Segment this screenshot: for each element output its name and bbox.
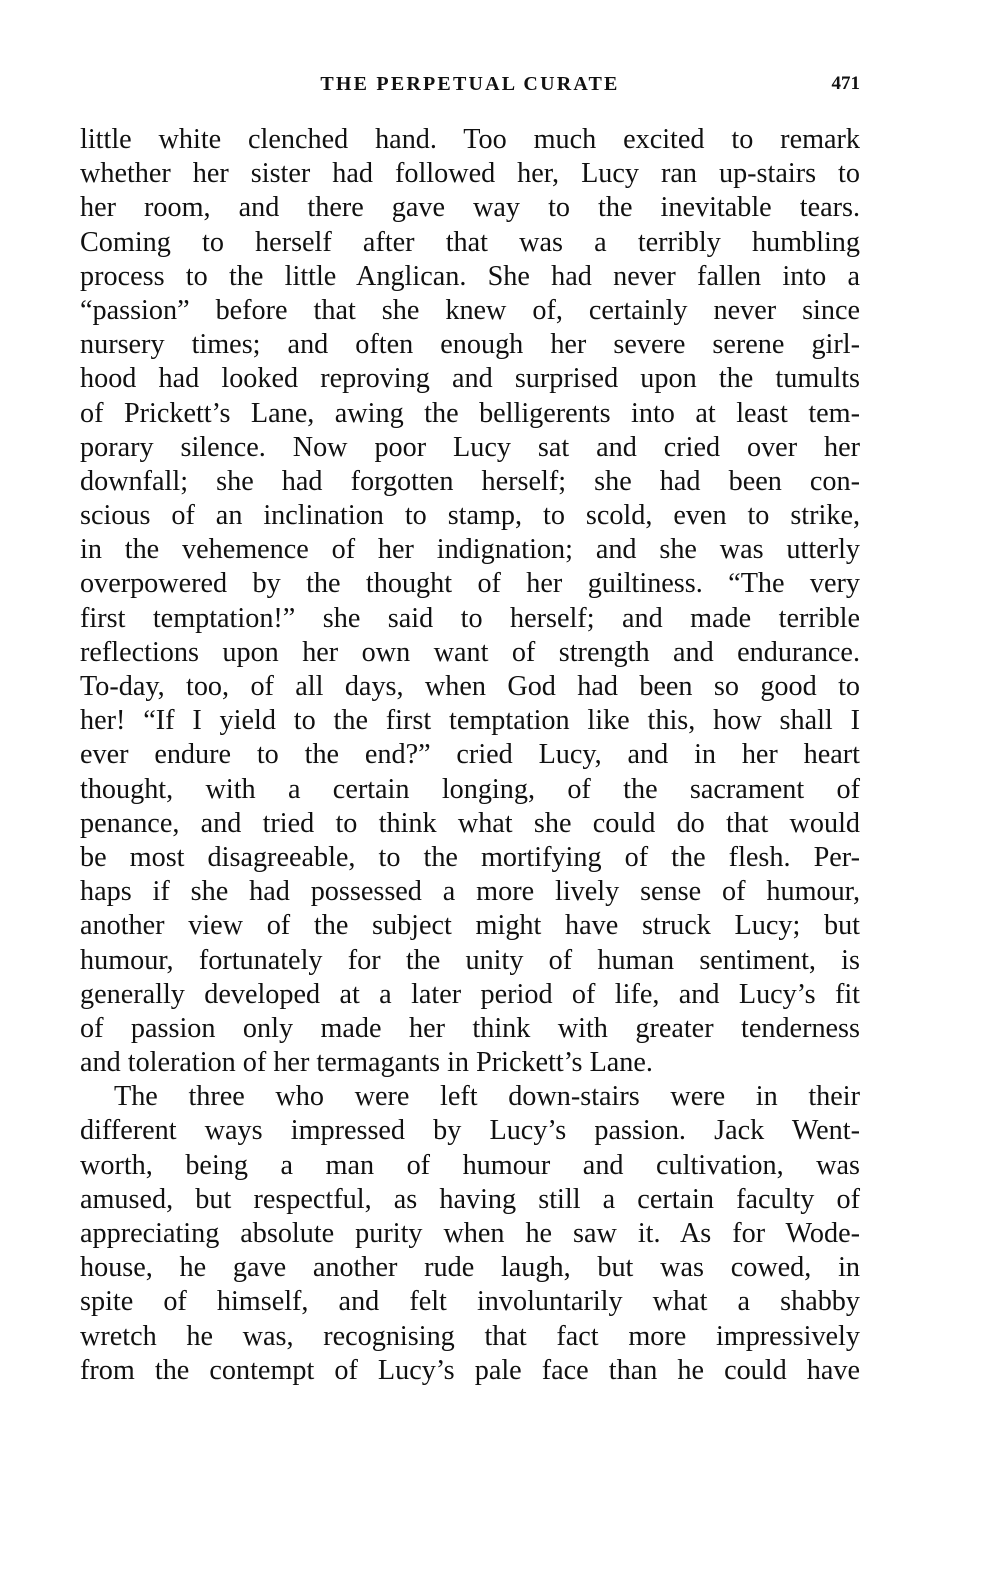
text-line: “passion” before that she knew of, certainly never since xyxy=(80,294,860,326)
text-line: humour, fortunately for the unity of human sentiment, is xyxy=(80,944,860,976)
text-line: another view of the subject might have struck Lucy; but xyxy=(80,910,860,942)
text-line: different ways impressed by Lucy’s passion. Jack Went- xyxy=(80,1115,860,1147)
text-line: downfall; she had forgotten herself; she had been con- xyxy=(80,465,860,497)
text-line: little white clenched hand. Too much excited to remark xyxy=(80,124,860,155)
text-line: of passion only made her think with greater tenderness xyxy=(80,1012,860,1044)
running-head xyxy=(80,68,860,100)
text-line: wretch he was, recognising that fact more impressively xyxy=(80,1320,860,1352)
text-line: first temptation!” she said to herself; and made terrible xyxy=(80,602,860,634)
text-line: ever endure to the end?” cried Lucy, and in her heart xyxy=(80,739,860,771)
text-line: overpowered by the thought of her guiltiness. “The very xyxy=(80,568,860,600)
paragraph-first-line: The three who were left down-stairs were in their xyxy=(114,1081,860,1113)
running-title: THE PERPETUAL CURATE xyxy=(320,73,620,95)
text-line: worth, being a man of humour and cultivation, was xyxy=(80,1149,860,1181)
text-line: spite of himself, and felt involuntarily what a shabby xyxy=(80,1286,860,1318)
text-line: Coming to herself after that was a terribly humbling xyxy=(80,226,860,258)
text-line: haps if she had possessed a more lively sense of humour, xyxy=(80,876,860,908)
text-line: her room, and there gave way to the inevitable tears. xyxy=(80,192,860,224)
text-line: process to the little Anglican. She had never fallen into a xyxy=(80,260,860,292)
page-number: 471 xyxy=(831,73,860,94)
text-line: be most disagreeable, to the mortifying of the flesh. Per- xyxy=(80,841,860,873)
text-line: amused, but respectful, as having still a certain faculty of xyxy=(80,1183,860,1215)
text-line: house, he gave another rude laugh, but was cowed, in xyxy=(80,1252,860,1284)
text-line: reflections upon her own want of strength and endurance. xyxy=(80,636,860,668)
text-line: appreciating absolute purity when he saw it. As for Wode- xyxy=(80,1218,860,1249)
text-line: whether her sister had followed her, Lucy ran up-stairs to xyxy=(80,158,860,190)
text-line: penance, and tried to think what she could do that would xyxy=(80,807,860,839)
text-line: scious of an inclination to stamp, to scold, even to strike, xyxy=(80,500,860,532)
paragraph-last-line: and toleration of her termagants in Prickett’s Lane. xyxy=(80,1047,653,1079)
text-line: from the contempt of Lucy’s pale face than he could have xyxy=(80,1354,860,1386)
body-text xyxy=(80,123,860,1388)
text-line: in the vehemence of her indignation; and she was utterly xyxy=(80,534,860,566)
text-line: generally developed at a later period of life, and Lucy’s fit xyxy=(80,978,860,1010)
text-line: her! “If I yield to the first temptation like this, how shall I xyxy=(80,705,860,737)
text-line: nursery times; and often enough her severe serene girl- xyxy=(80,329,860,361)
text-line: of Prickett’s Lane, awing the belligerents into at least tem- xyxy=(80,397,860,429)
text-line: To-day, too, of all days, when God had been so good to xyxy=(80,671,860,702)
text-line: thought, with a certain longing, of the sacrament of xyxy=(80,773,860,805)
text-line: hood had looked reproving and surprised upon the tumults xyxy=(80,363,860,395)
text-line: porary silence. Now poor Lucy sat and cried over her xyxy=(80,431,860,463)
